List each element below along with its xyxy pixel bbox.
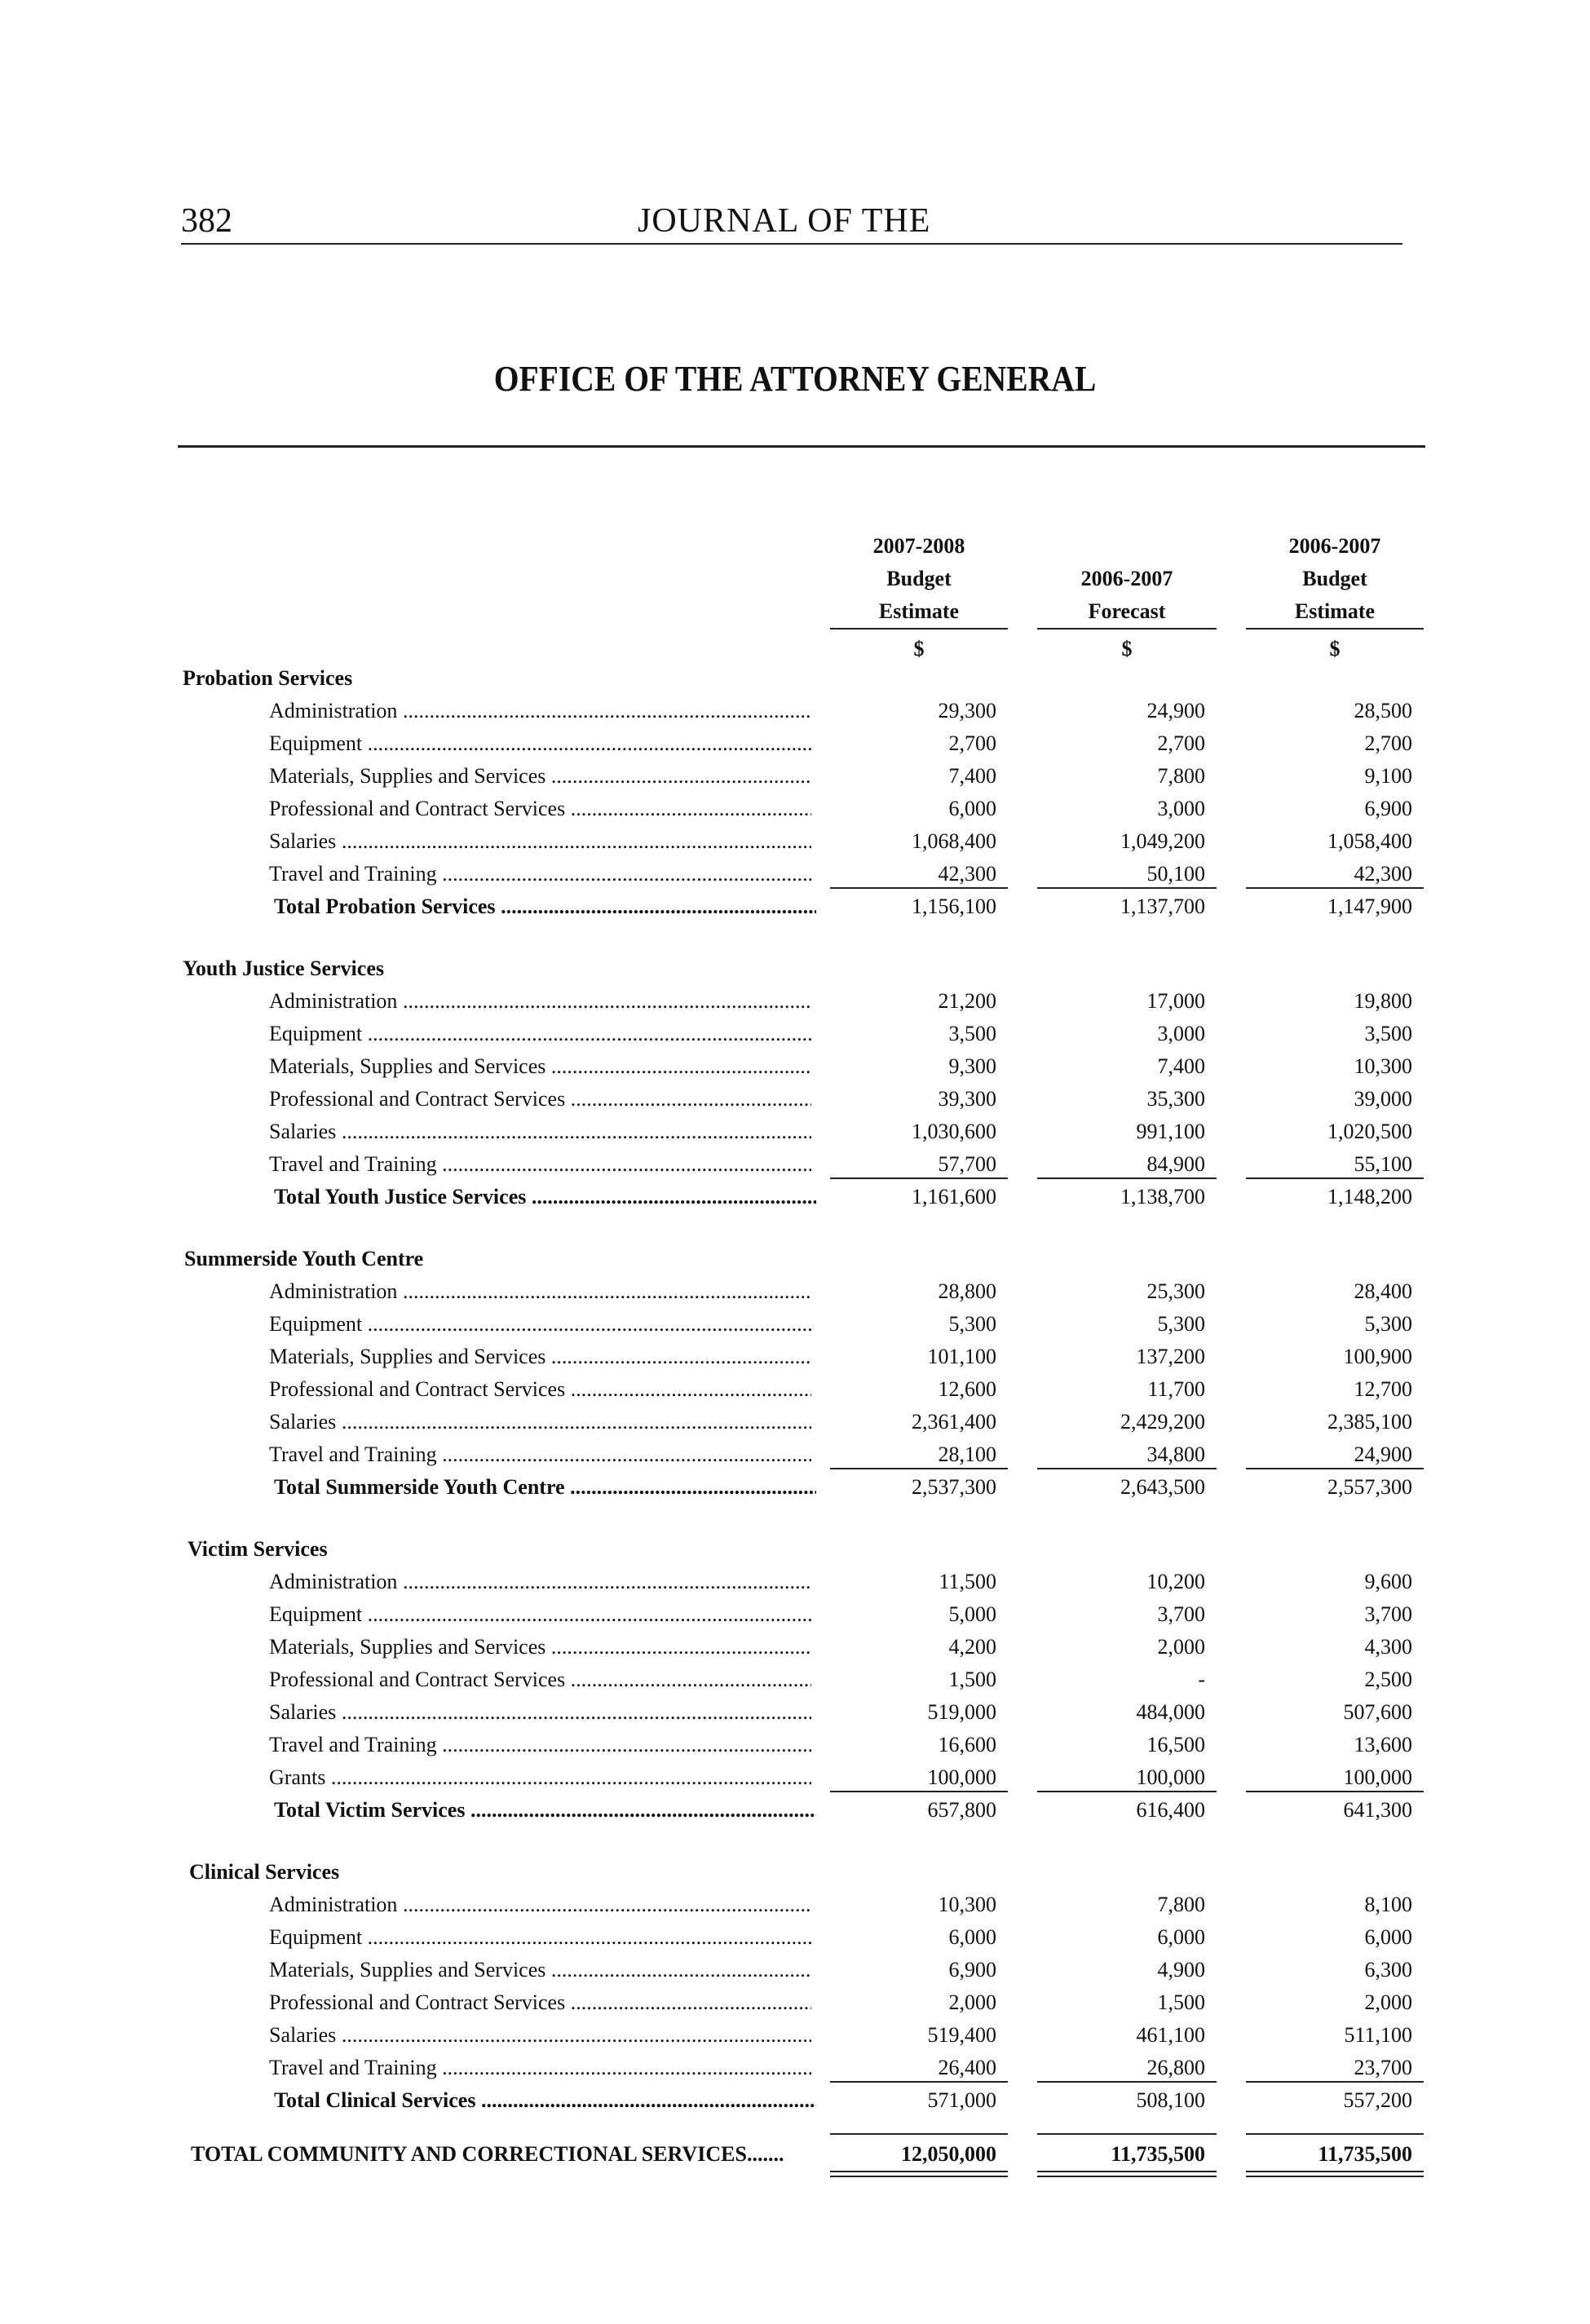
row-value: 28,500 xyxy=(1354,699,1412,722)
subtotal-value: 1,156,100 xyxy=(912,895,996,918)
row-value: 42,300 xyxy=(938,862,996,886)
subtotal-value: 2,537,300 xyxy=(912,1475,996,1499)
subtotal-row xyxy=(0,890,1590,923)
row-label: Salaries ..... xyxy=(269,1696,811,1729)
row-value: 1,500 xyxy=(1157,1990,1205,2014)
row-label: Administration ..... xyxy=(269,985,811,1018)
row-value: 8,100 xyxy=(1364,1893,1412,1916)
row-value: 9,100 xyxy=(1364,764,1412,788)
row-value: 4,200 xyxy=(948,1635,996,1659)
grand-total-rule xyxy=(1037,2133,1217,2135)
row-label: Professional and Contract Services ..... xyxy=(269,1083,811,1116)
row-value: 84,900 xyxy=(1146,1152,1205,1176)
table-row xyxy=(0,695,1590,727)
row-value: 2,429,200 xyxy=(1120,1410,1205,1434)
table-row xyxy=(0,1566,1590,1598)
table-row xyxy=(0,1018,1590,1050)
table-row xyxy=(0,793,1590,825)
row-label: Equipment ..... xyxy=(269,1018,811,1050)
table-row xyxy=(0,1889,1590,1921)
row-value: 5,300 xyxy=(948,1312,996,1336)
grand-total-row xyxy=(0,2138,1590,2171)
row-value: - xyxy=(1198,1668,1205,1691)
double-underline xyxy=(830,2171,1008,2177)
subtotal-rule xyxy=(830,2081,1008,2083)
row-value: 7,400 xyxy=(948,764,996,788)
row-value: 26,800 xyxy=(1146,2056,1205,2079)
row-label: Travel and Training ..... xyxy=(269,858,811,890)
row-value: 2,000 xyxy=(1157,1635,1205,1659)
column-header-line: 2006-2007 xyxy=(1080,567,1173,590)
grand-total-value: 12,050,000 xyxy=(901,2142,996,2166)
subtotal-value: 1,161,600 xyxy=(912,1185,996,1208)
grand-total-value: 11,735,500 xyxy=(1111,2142,1205,2166)
table-row xyxy=(0,2019,1590,2052)
column-header-line: 2006-2007 xyxy=(1288,534,1381,558)
title-divider xyxy=(178,445,1425,448)
row-value: 100,900 xyxy=(1343,1345,1412,1368)
table-row xyxy=(0,1598,1590,1631)
row-value: 12,600 xyxy=(938,1377,996,1401)
row-value: 6,900 xyxy=(948,1958,996,1982)
subtotal-rule xyxy=(830,887,1008,889)
subtotal-label: Total Clinical Services ..... xyxy=(274,2084,816,2117)
column-header-line: Budget xyxy=(1302,567,1367,590)
table-row xyxy=(0,1308,1590,1341)
row-label: Administration ..... xyxy=(269,1566,811,1598)
table-row xyxy=(0,760,1590,793)
row-value: 991,100 xyxy=(1136,1120,1205,1143)
row-label: Grants ..... xyxy=(269,1761,811,1794)
table-row xyxy=(0,985,1590,1018)
column-header-line: Forecast xyxy=(1037,595,1217,630)
row-value: 2,385,100 xyxy=(1327,1410,1412,1434)
subtotal-label: Total Youth Justice Services ..... xyxy=(274,1181,816,1213)
row-label: Travel and Training ..... xyxy=(269,2052,811,2084)
row-value: 101,100 xyxy=(927,1345,996,1368)
row-value: 2,000 xyxy=(948,1990,996,2014)
row-value: 11,500 xyxy=(939,1570,996,1593)
row-value: 6,300 xyxy=(1364,1958,1412,1982)
column-header-line: Estimate xyxy=(1246,595,1424,630)
row-value: 28,400 xyxy=(1354,1279,1412,1303)
subtotal-value: 1,137,700 xyxy=(1120,895,1205,918)
row-value: 1,049,200 xyxy=(1120,829,1205,853)
table-row xyxy=(0,1275,1590,1308)
row-label: Travel and Training ..... xyxy=(269,1438,811,1471)
row-value: 7,800 xyxy=(1157,764,1205,788)
row-label: Travel and Training ..... xyxy=(269,1729,811,1761)
row-value: 9,600 xyxy=(1364,1570,1412,1593)
row-value: 29,300 xyxy=(938,699,996,722)
running-head xyxy=(181,202,1402,245)
row-value: 16,600 xyxy=(938,1733,996,1756)
row-value: 35,300 xyxy=(1146,1087,1205,1111)
row-label: Salaries ..... xyxy=(269,1406,811,1438)
row-value: 12,700 xyxy=(1354,1377,1412,1401)
grand-total-rule xyxy=(830,2133,1008,2135)
row-value: 28,800 xyxy=(938,1279,996,1303)
row-value: 100,000 xyxy=(1343,1765,1412,1789)
row-value: 2,361,400 xyxy=(912,1410,996,1434)
row-label: Salaries ..... xyxy=(269,825,811,858)
row-value: 26,400 xyxy=(938,2056,996,2079)
row-label: Materials, Supplies and Services ..... xyxy=(269,1631,811,1663)
row-value: 3,700 xyxy=(1157,1602,1205,1626)
subtotal-value: 2,557,300 xyxy=(1327,1475,1412,1499)
row-value: 25,300 xyxy=(1146,1279,1205,1303)
table-row xyxy=(0,1050,1590,1083)
row-value: 7,800 xyxy=(1157,1893,1205,1916)
row-value: 100,000 xyxy=(927,1765,996,1789)
row-value: 507,600 xyxy=(1343,1700,1412,1724)
double-underline xyxy=(1037,2171,1217,2177)
row-label: Salaries ..... xyxy=(269,1116,811,1148)
column-header-forecast-2006-2007 xyxy=(1037,530,1217,665)
row-value: 2,700 xyxy=(1364,731,1412,755)
subtotal-row xyxy=(0,1471,1590,1504)
section-title: Probation Services xyxy=(183,666,353,690)
subtotal-rule xyxy=(830,1791,1008,1792)
row-value: 137,200 xyxy=(1136,1345,1205,1368)
subtotal-rule xyxy=(1037,1177,1217,1179)
row-label: Administration ..... xyxy=(269,695,811,727)
row-value: 55,100 xyxy=(1354,1152,1412,1176)
row-label: Administration ..... xyxy=(269,1275,811,1308)
row-value: 3,000 xyxy=(1157,797,1205,820)
row-value: 5,300 xyxy=(1157,1312,1205,1336)
subtotal-rule xyxy=(830,1468,1008,1469)
row-value: 39,300 xyxy=(938,1087,996,1111)
row-value: 1,058,400 xyxy=(1327,829,1412,853)
section-title: Victim Services xyxy=(188,1537,328,1561)
row-value: 24,900 xyxy=(1146,699,1205,722)
subtotal-rule xyxy=(1037,1791,1217,1792)
journal-title: JOURNAL OF THE xyxy=(638,202,931,240)
row-value: 1,068,400 xyxy=(912,829,996,853)
table-row xyxy=(0,1438,1590,1471)
row-value: 10,300 xyxy=(1354,1054,1412,1078)
double-underline xyxy=(1246,2171,1424,2177)
row-value: 3,000 xyxy=(1157,1022,1205,1045)
row-label: Travel and Training ..... xyxy=(269,1148,811,1181)
row-value: 1,020,500 xyxy=(1327,1120,1412,1143)
row-value: 3,700 xyxy=(1364,1602,1412,1626)
row-label: Equipment ..... xyxy=(269,1308,811,1341)
subtotal-row xyxy=(0,2084,1590,2117)
row-label: Equipment ..... xyxy=(269,1598,811,1631)
row-value: 2,700 xyxy=(1157,731,1205,755)
table-row xyxy=(0,1921,1590,1954)
table-row xyxy=(0,1116,1590,1148)
row-value: 19,800 xyxy=(1354,989,1412,1013)
row-label: Materials, Supplies and Services ..... xyxy=(269,1954,811,1986)
grand-total-rule xyxy=(1246,2133,1424,2135)
section-title: Summerside Youth Centre xyxy=(184,1247,424,1270)
row-value: 3,500 xyxy=(948,1022,996,1045)
subtotal-rule xyxy=(1037,1468,1217,1469)
row-value: 50,100 xyxy=(1146,862,1205,886)
subtotal-row xyxy=(0,1794,1590,1827)
row-value: 16,500 xyxy=(1146,1733,1205,1756)
row-value: 6,000 xyxy=(1157,1925,1205,1949)
row-label: Professional and Contract Services ..... xyxy=(269,793,811,825)
table-row xyxy=(0,1341,1590,1373)
row-value: 3,500 xyxy=(1364,1022,1412,1045)
row-value: 39,000 xyxy=(1354,1087,1412,1111)
row-label: Professional and Contract Services ..... xyxy=(269,1663,811,1696)
row-label: Materials, Supplies and Services ..... xyxy=(269,760,811,793)
row-value: 6,000 xyxy=(948,1925,996,1949)
table-row xyxy=(0,1663,1590,1696)
row-value: 461,100 xyxy=(1136,2023,1205,2047)
row-value: 519,000 xyxy=(927,1700,996,1724)
table-row xyxy=(0,1373,1590,1406)
table-row xyxy=(0,1406,1590,1438)
subtotal-value: 657,800 xyxy=(927,1798,996,1822)
table-row xyxy=(0,1729,1590,1761)
section-title: Clinical Services xyxy=(189,1860,340,1884)
subtotal-value: 557,200 xyxy=(1343,2088,1412,2112)
column-currency: $ xyxy=(1121,637,1133,661)
table-row xyxy=(0,1631,1590,1663)
row-value: 6,900 xyxy=(1364,797,1412,820)
subtotal-rule xyxy=(1246,887,1424,889)
subtotal-label: Total Victim Services ..... xyxy=(274,1794,816,1827)
row-label: Materials, Supplies and Services ..... xyxy=(269,1341,811,1373)
row-value: 2,700 xyxy=(948,731,996,755)
row-label: Professional and Contract Services ..... xyxy=(269,1373,811,1406)
row-value: 28,100 xyxy=(938,1443,996,1466)
row-value: 9,300 xyxy=(948,1054,996,1078)
column-header-line xyxy=(1037,530,1217,563)
subtotal-label: Total Summerside Youth Centre ..... xyxy=(274,1471,816,1504)
row-value: 7,400 xyxy=(1157,1054,1205,1078)
subtotal-rule xyxy=(1246,1177,1424,1179)
page-number: 382 xyxy=(181,202,232,240)
row-label: Equipment ..... xyxy=(269,727,811,760)
subtotal-value: 1,138,700 xyxy=(1120,1185,1205,1208)
row-value: 21,200 xyxy=(938,989,996,1013)
column-header-line: Budget xyxy=(886,567,952,590)
row-value: 6,000 xyxy=(1364,1925,1412,1949)
table-row xyxy=(0,825,1590,858)
table-row xyxy=(0,1954,1590,1986)
row-label: Materials, Supplies and Services ..... xyxy=(269,1050,811,1083)
row-value: 5,000 xyxy=(948,1602,996,1626)
subtotal-value: 1,148,200 xyxy=(1327,1185,1412,1208)
table-row xyxy=(0,1696,1590,1729)
subtotal-rule xyxy=(1246,1468,1424,1469)
table-row xyxy=(0,1083,1590,1116)
subtotal-value: 2,643,500 xyxy=(1120,1475,1205,1499)
table-row xyxy=(0,727,1590,760)
column-header-line: Estimate xyxy=(830,595,1008,630)
row-value: 11,700 xyxy=(1147,1377,1205,1401)
row-value: 13,600 xyxy=(1354,1733,1412,1756)
grand-total-value: 11,735,500 xyxy=(1318,2142,1412,2166)
subtotal-rule xyxy=(1037,887,1217,889)
row-value: 10,200 xyxy=(1146,1570,1205,1593)
row-label: Professional and Contract Services ..... xyxy=(269,1986,811,2019)
row-value: 42,300 xyxy=(1354,862,1412,886)
column-header-line: 2007-2008 xyxy=(872,534,965,558)
subtotal-value: 1,147,900 xyxy=(1327,895,1412,918)
table-row xyxy=(0,1986,1590,2019)
subtotal-rule xyxy=(1037,2081,1217,2083)
row-label: Salaries ..... xyxy=(269,2019,811,2052)
column-currency: $ xyxy=(1329,637,1340,661)
row-label: Equipment ..... xyxy=(269,1921,811,1954)
row-value: 100,000 xyxy=(1136,1765,1205,1789)
table-row xyxy=(0,1148,1590,1181)
row-value: 5,300 xyxy=(1364,1312,1412,1336)
table-row xyxy=(0,858,1590,890)
subtotal-value: 571,000 xyxy=(927,2088,996,2112)
subtotal-label: Total Probation Services ..... xyxy=(274,890,816,923)
column-header-budget-2007-2008 xyxy=(830,530,1008,665)
row-value: 484,000 xyxy=(1136,1700,1205,1724)
subtotal-rule xyxy=(830,1177,1008,1179)
column-currency: $ xyxy=(913,637,925,661)
page-title: OFFICE OF THE ATTORNEY GENERAL xyxy=(493,359,1097,399)
table-row xyxy=(0,2052,1590,2084)
section-title: Youth Justice Services xyxy=(183,957,384,980)
row-value: 24,900 xyxy=(1354,1443,1412,1466)
subtotal-value: 616,400 xyxy=(1136,1798,1205,1822)
column-header-budget-2006-2007 xyxy=(1246,530,1424,665)
row-value: 34,800 xyxy=(1146,1443,1205,1466)
row-value: 6,000 xyxy=(948,797,996,820)
grand-total-label: TOTAL COMMUNITY AND CORRECTIONAL SERVICES....... xyxy=(191,2142,784,2166)
row-value: 17,000 xyxy=(1146,989,1205,1013)
row-value: 2,000 xyxy=(1364,1990,1412,2014)
subtotal-value: 641,300 xyxy=(1343,1798,1412,1822)
subtotal-row xyxy=(0,1181,1590,1213)
row-value: 519,400 xyxy=(927,2023,996,2047)
row-value: 4,300 xyxy=(1364,1635,1412,1659)
subtotal-rule xyxy=(1246,2081,1424,2083)
row-value: 57,700 xyxy=(938,1152,996,1176)
row-value: 1,500 xyxy=(948,1668,996,1691)
subtotal-rule xyxy=(1246,1791,1424,1792)
row-label: Administration ..... xyxy=(269,1889,811,1921)
row-value: 23,700 xyxy=(1354,2056,1412,2079)
table-row xyxy=(0,1761,1590,1794)
row-value: 10,300 xyxy=(938,1893,996,1916)
row-value: 511,100 xyxy=(1344,2023,1412,2047)
subtotal-value: 508,100 xyxy=(1136,2088,1205,2112)
row-value: 2,500 xyxy=(1364,1668,1412,1691)
row-value: 1,030,600 xyxy=(912,1120,996,1143)
row-value: 4,900 xyxy=(1157,1958,1205,1982)
